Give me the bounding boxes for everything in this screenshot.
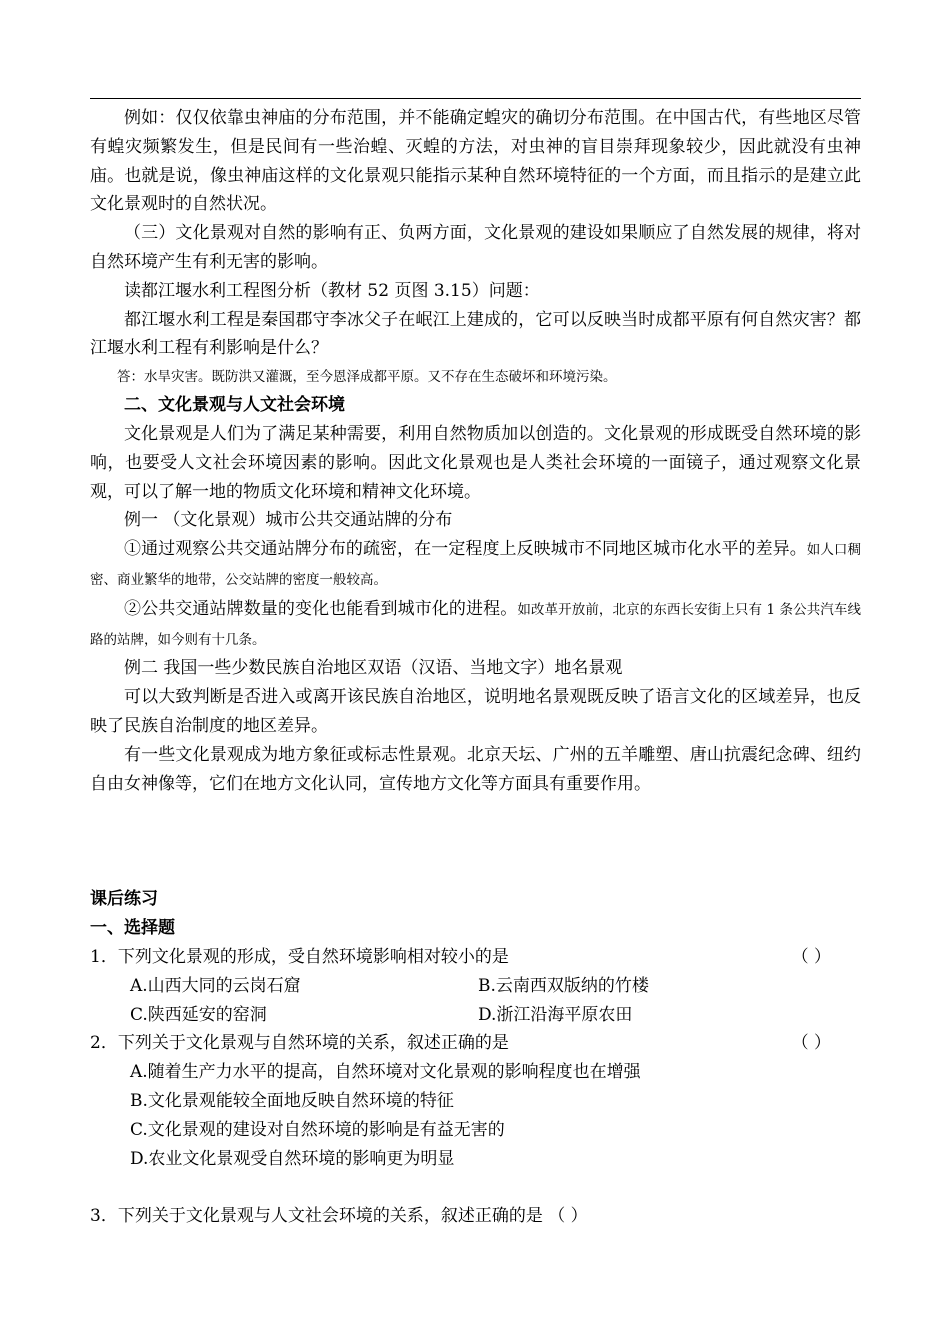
question-2-option-a: A.随着生产力水平的提高，自然环境对文化景观的影响程度也在增强: [130, 1062, 641, 1083]
paragraph-cultural-mirror: 文化景观是人们为了满足某种需要，利用自然物质加以创造的。文化景观的形成既受自然环境的影响，也要受人文社会环境因素的影响。因此文化景观也是人类社会环境的一面镜子，通过观察文化景观，可以了解一地的物质文化环境和精神文化环境。: [90, 423, 861, 502]
example-1-point-a-main: ①通过观察公共交通站牌分布的疏密，在一定程度上反映城市不同地区城市化水平的差异。: [124, 539, 807, 560]
spacer: [90, 798, 861, 885]
section-heading-2: 二、文化景观与人文社会环境: [124, 395, 345, 416]
exercises-section: 一、选择题: [90, 918, 175, 939]
document-body: [90, 104, 861, 1231]
paragraph-bilingual-names: 可以大致判断是否进入或离开该民族自治地区，说明地名景观既反映了语言文化的区域差异，也反映了民族自治制度的地区差异。: [90, 687, 861, 736]
question-2-stem: [90, 1029, 861, 1058]
question-2-answer-blank: （ ）: [791, 1033, 831, 1054]
paragraph-insect-temple: 例如：仅仅依靠虫神庙的分布范围，并不能确定蝗灾的确切分布范围。在中国古代，有些地区尽管有蝗灾频繁发生，但是民间有一些治蝗、灭蝗的方法，对虫神的盲目崇拜现象较少，因此就没有虫神庙。也就是说，像虫神庙这样的文化景观只能指示某种自然环境特征的一个方面，而且指示的是建立此文化景观时的自然状况。: [90, 108, 861, 215]
example-1-point-b-main: ②公共交通站牌数量的变化也能看到城市化的进程。: [124, 598, 518, 619]
question-1-option-d: D.浙江沿海平原农田: [478, 1004, 633, 1025]
paragraph-impact-nature: （三）文化景观对自然的影响有正、负两方面，文化景观的建设如果顺应了自然发展的规律，将对自然环境产生有利无害的影响。: [90, 223, 861, 272]
question-2-text: 2．下列关于文化景观与自然环境的关系，叙述正确的是: [90, 1033, 509, 1054]
question-1-option-b: B.云南西双版纳的竹楼: [478, 975, 649, 996]
question-2-option-b: B.文化景观能较全面地反映自然环境的特征: [130, 1090, 454, 1111]
question-1-option-c: C.陕西延安的窑洞: [130, 1004, 267, 1025]
spacer: [90, 1173, 861, 1202]
example-1-point-a: [90, 535, 861, 595]
question-1-stem: [90, 943, 861, 972]
question-2-option-c: C.文化景观的建设对自然环境的影响是有益无害的: [130, 1119, 505, 1140]
example-2-title: 例二 我国一些少数民族自治地区双语（汉语、当地文字）地名景观: [124, 658, 623, 679]
question-2: [90, 1029, 861, 1173]
paragraph-dujiangyan-question: 都江堰水利工程是秦国郡守李冰父子在岷江上建成的，它可以反映当时成都平原有何自然灾害？都江堰水利工程有利影响是什么？: [90, 309, 861, 359]
question-1: [90, 943, 861, 1029]
example-1-point-a-note: 如人口稠密、商业繁华的地带，公交站牌的密度一般较高。: [90, 542, 862, 588]
question-1-text: 1．下列文化景观的形成，受自然环境影响相对较小的是: [90, 946, 509, 967]
exercises-title: 课后练习: [90, 889, 158, 910]
paragraph-landmarks: 有一些文化景观成为地方象征或标志性景观。北京天坛、广州的五羊雕塑、唐山抗震纪念碑、纽约自由女神像等，它们在地方文化认同，宣传地方文化等方面具有重要作用。: [90, 744, 861, 794]
example-1-point-b: [90, 595, 861, 655]
question-3-stem: 3．下列关于文化景观与人文社会环境的关系，叙述正确的是 （ ）: [90, 1206, 588, 1227]
header-rule: [90, 98, 861, 99]
example-1-title: 例一 （文化景观）城市公共交通站牌的分布: [124, 510, 453, 531]
paragraph-dujiangyan-prompt: 读都江堰水利工程图分析（教材 52 页图 3.15）问题：: [124, 280, 540, 301]
answer-line: 答：水旱灾害。既防洪又灌溉，至今恩泽成都平原。又不存在生态破坏和环境污染。: [117, 369, 617, 386]
example-1-point-b-note: 如改革开放前，北京的东西长安街上只有 1 条公共汽车线路的站牌，如今则有十几条。: [90, 601, 861, 648]
question-2-option-d: D.农业文化景观受自然环境的影响更为明显: [130, 1148, 455, 1169]
question-1-answer-blank: （ ）: [791, 946, 831, 967]
question-1-option-a: A.山西大同的云岗石窟: [130, 975, 301, 996]
